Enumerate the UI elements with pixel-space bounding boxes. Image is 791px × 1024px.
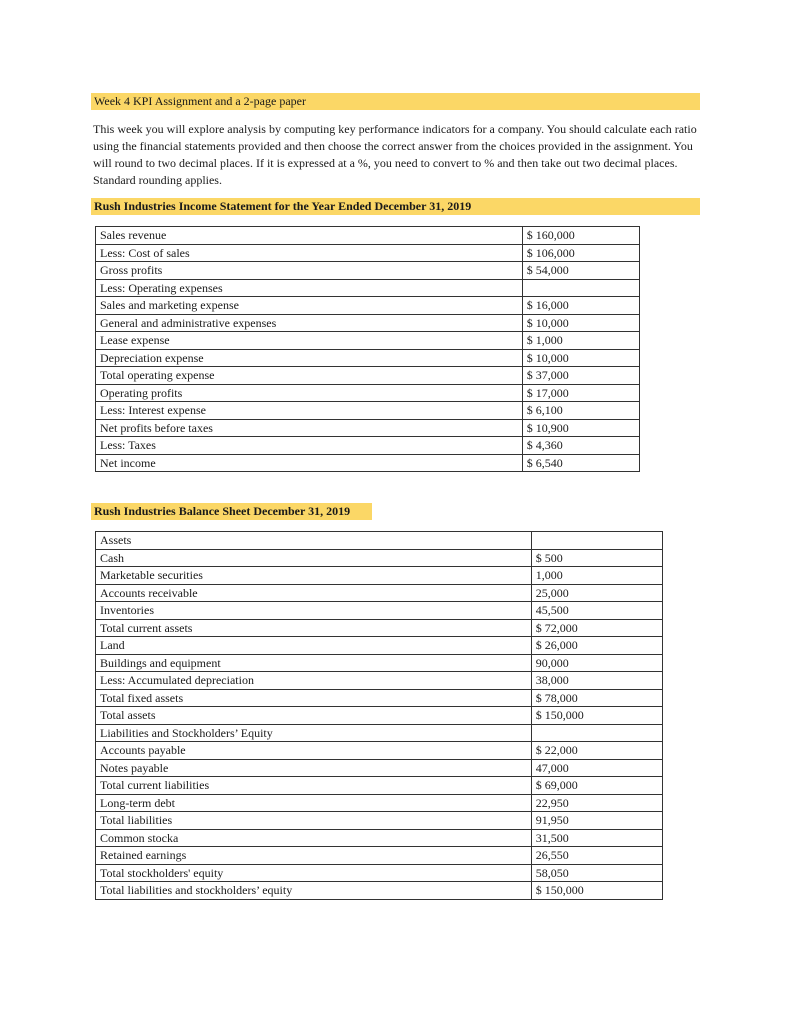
row-label: Less: Interest expense: [96, 402, 523, 420]
row-value: $ 6,100: [522, 402, 639, 420]
row-value: 91,950: [531, 812, 662, 830]
income-statement-row: [96, 332, 640, 350]
income-statement-row: [96, 454, 640, 472]
balance-sheet-row: [96, 847, 663, 865]
balance-sheet-row: [96, 794, 663, 812]
row-label: Total stockholders' equity: [96, 864, 532, 882]
row-label: Marketable securities: [96, 567, 532, 585]
row-label: Retained earnings: [96, 847, 532, 865]
row-value: 47,000: [531, 759, 662, 777]
balance-sheet-row: [96, 567, 663, 585]
income-statement-row: [96, 314, 640, 332]
balance-sheet-row: [96, 549, 663, 567]
row-label: Total current liabilities: [96, 777, 532, 795]
balance-sheet-title: Rush Industries Balance Sheet December 31, 2019: [91, 503, 372, 520]
row-label: Total current assets: [96, 619, 532, 637]
row-value: $ 10,000: [522, 349, 639, 367]
assignment-title: Week 4 KPI Assignment and a 2-page paper: [91, 93, 700, 110]
row-value: $ 26,000: [531, 637, 662, 655]
row-value: 22,950: [531, 794, 662, 812]
row-label: Accounts receivable: [96, 584, 532, 602]
row-value: $ 17,000: [522, 384, 639, 402]
row-value: 26,550: [531, 847, 662, 865]
row-value: 38,000: [531, 672, 662, 690]
row-value: [531, 532, 662, 550]
row-label: Sales and marketing expense: [96, 297, 523, 315]
row-label: Total liabilities and stockholders’ equity: [96, 882, 532, 900]
row-value: $ 16,000: [522, 297, 639, 315]
balance-sheet-row: [96, 619, 663, 637]
balance-sheet-row: [96, 742, 663, 760]
row-value: 31,500: [531, 829, 662, 847]
row-label: Lease expense: [96, 332, 523, 350]
balance-sheet-row: [96, 864, 663, 882]
row-label: Total liabilities: [96, 812, 532, 830]
row-label: Net profits before taxes: [96, 419, 523, 437]
balance-sheet-row: [96, 812, 663, 830]
row-label: Assets: [96, 532, 532, 550]
income-statement-row: [96, 279, 640, 297]
row-label: Gross profits: [96, 262, 523, 280]
row-value: $ 500: [531, 549, 662, 567]
balance-sheet-row: [96, 584, 663, 602]
row-label: Sales revenue: [96, 227, 523, 245]
row-value: $ 150,000: [531, 882, 662, 900]
row-value: 45,500: [531, 602, 662, 620]
row-value: $ 54,000: [522, 262, 639, 280]
income-statement-row: [96, 244, 640, 262]
income-statement-row: [96, 437, 640, 455]
row-label: Less: Accumulated depreciation: [96, 672, 532, 690]
row-label: Less: Cost of sales: [96, 244, 523, 262]
balance-sheet-row: [96, 672, 663, 690]
row-value: 90,000: [531, 654, 662, 672]
income-statement-body: [96, 227, 640, 472]
balance-sheet-table: [95, 531, 663, 900]
row-label: Cash: [96, 549, 532, 567]
income-statement-row: [96, 262, 640, 280]
income-statement-row: [96, 367, 640, 385]
row-label: Notes payable: [96, 759, 532, 777]
row-value: [522, 279, 639, 297]
instructions-paragraph: This week you will explore analysis by computing key performance indicators for a company. You should calculate each ratio using the financial statements provided and then choose the correct answer from the choices provided in the assignment. You will round to two decimal places. If it is expressed at a %, you need to convert to % and then take out two decimal places. Standard rounding applies.: [93, 122, 697, 187]
row-label: Net income: [96, 454, 523, 472]
row-label: Accounts payable: [96, 742, 532, 760]
row-label: Long-term debt: [96, 794, 532, 812]
balance-sheet-row: [96, 689, 663, 707]
balance-sheet-row: [96, 602, 663, 620]
row-value: 1,000: [531, 567, 662, 585]
balance-sheet-row: [96, 777, 663, 795]
income-statement-row: [96, 419, 640, 437]
row-label: Operating profits: [96, 384, 523, 402]
row-label: Depreciation expense: [96, 349, 523, 367]
row-label: Less: Operating expenses: [96, 279, 523, 297]
row-value: $ 37,000: [522, 367, 639, 385]
row-value: $ 160,000: [522, 227, 639, 245]
row-value: $ 10,000: [522, 314, 639, 332]
income-statement-table: [95, 226, 640, 472]
row-label: Liabilities and Stockholders’ Equity: [96, 724, 532, 742]
balance-sheet-body: [96, 532, 663, 900]
income-statement-row: [96, 402, 640, 420]
income-statement-title: Rush Industries Income Statement for the Year Ended December 31, 2019: [91, 198, 700, 215]
row-label: Buildings and equipment: [96, 654, 532, 672]
row-value: $ 69,000: [531, 777, 662, 795]
row-value: $ 4,360: [522, 437, 639, 455]
row-label: Total assets: [96, 707, 532, 725]
row-value: 25,000: [531, 584, 662, 602]
row-label: Land: [96, 637, 532, 655]
balance-sheet-row: [96, 759, 663, 777]
income-statement-row: [96, 349, 640, 367]
balance-sheet-row: [96, 532, 663, 550]
balance-sheet-row: [96, 724, 663, 742]
row-label: Total fixed assets: [96, 689, 532, 707]
row-label: General and administrative expenses: [96, 314, 523, 332]
row-label: Less: Taxes: [96, 437, 523, 455]
row-label: Inventories: [96, 602, 532, 620]
income-statement-row: [96, 384, 640, 402]
row-value: $ 150,000: [531, 707, 662, 725]
row-value: $ 10,900: [522, 419, 639, 437]
balance-sheet-row: [96, 637, 663, 655]
row-value: 58,050: [531, 864, 662, 882]
row-value: $ 22,000: [531, 742, 662, 760]
balance-sheet-row: [96, 829, 663, 847]
income-statement-row: [96, 297, 640, 315]
balance-sheet-row: [96, 882, 663, 900]
row-label: Common stocka: [96, 829, 532, 847]
row-label: Total operating expense: [96, 367, 523, 385]
balance-sheet-row: [96, 707, 663, 725]
row-value: $ 1,000: [522, 332, 639, 350]
row-value: $ 72,000: [531, 619, 662, 637]
income-statement-row: [96, 227, 640, 245]
row-value: $ 6,540: [522, 454, 639, 472]
row-value: [531, 724, 662, 742]
row-value: $ 106,000: [522, 244, 639, 262]
balance-sheet-row: [96, 654, 663, 672]
row-value: $ 78,000: [531, 689, 662, 707]
